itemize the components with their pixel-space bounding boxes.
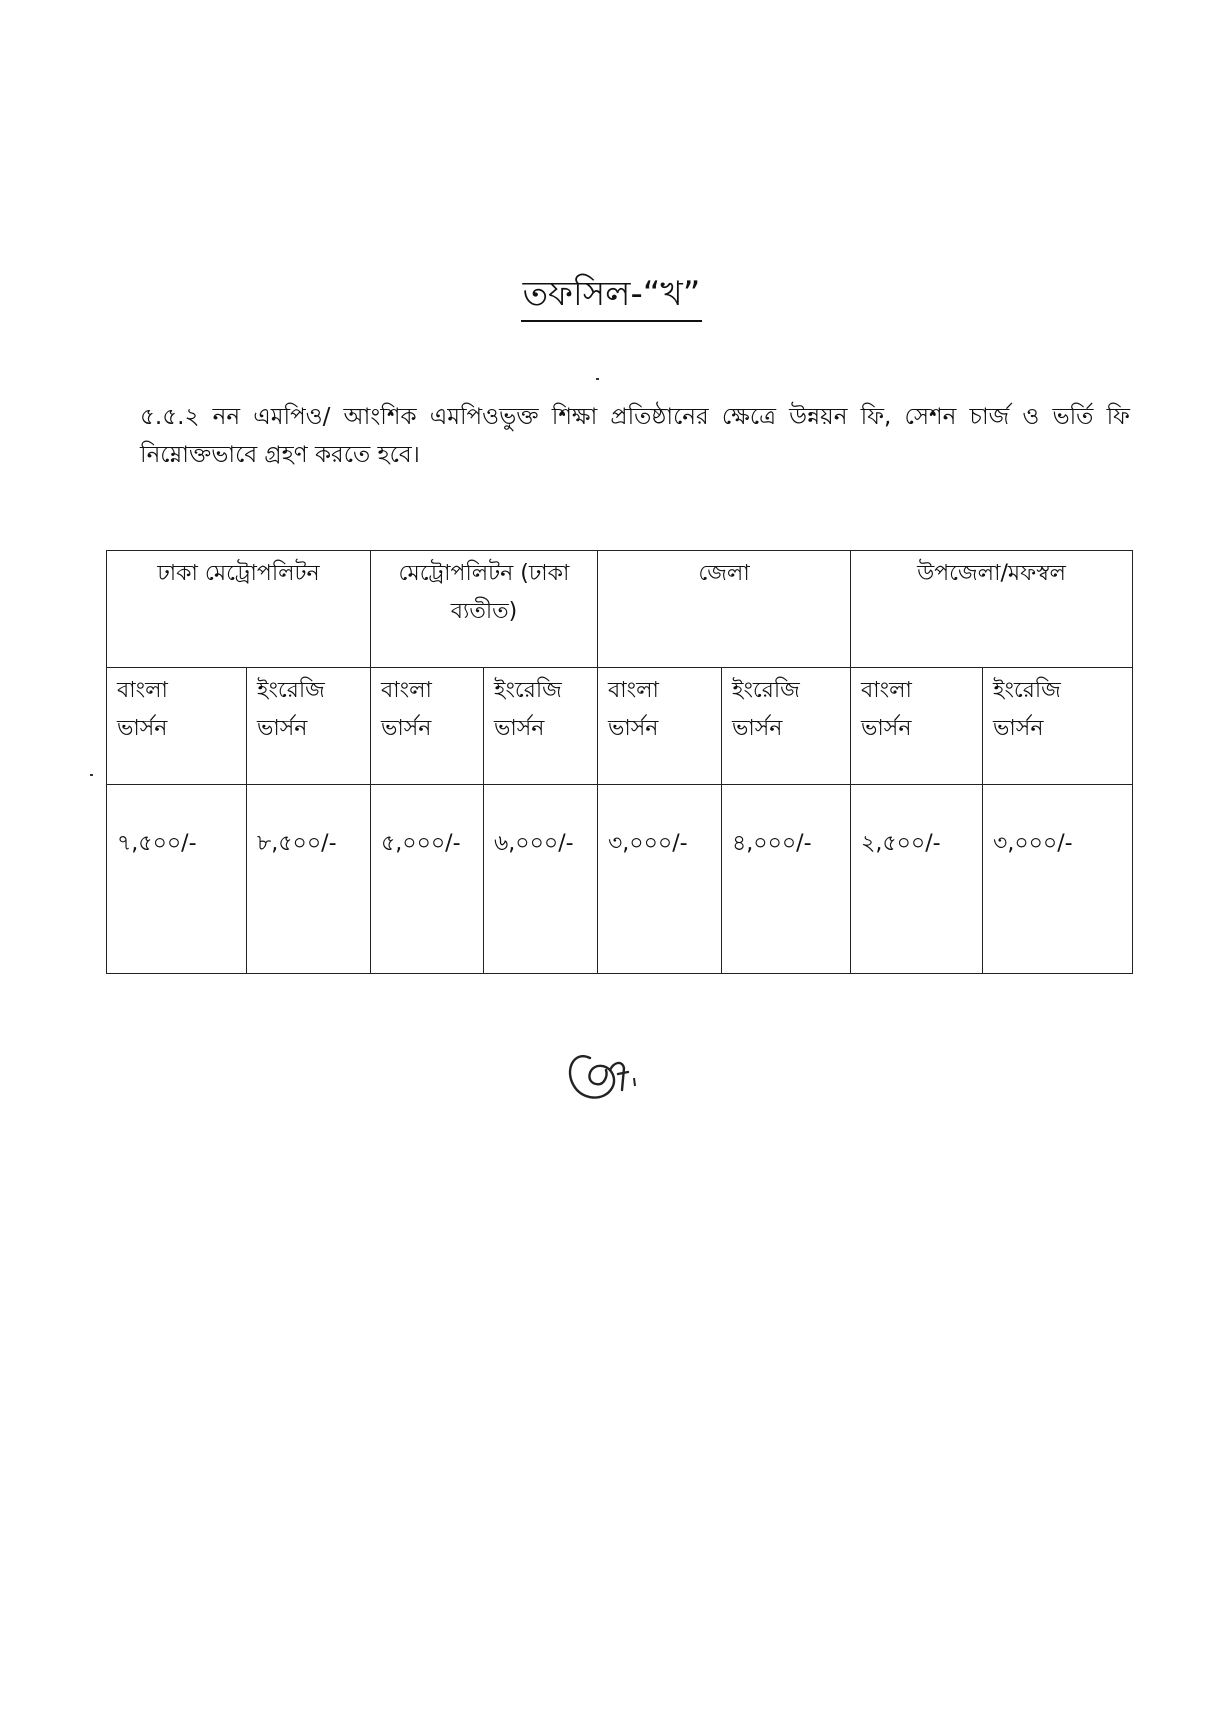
version-label-line1: বাংলা bbox=[381, 678, 432, 703]
version-header-row bbox=[107, 668, 1133, 785]
region-header-row bbox=[107, 551, 1133, 668]
fee-cell: ৮,৫০০/- bbox=[247, 785, 371, 974]
region-header-dhaka-metro: ঢাকা মেট্রোপলিটন bbox=[107, 551, 371, 668]
version-header-english bbox=[247, 668, 371, 785]
version-label-line2: ভার্সন bbox=[608, 716, 659, 741]
handwritten-signature-icon bbox=[560, 1040, 650, 1110]
fee-cell: ৭,৫০০/- bbox=[107, 785, 247, 974]
intro-paragraph: ৫.৫.২ নন এমপিও/ আংশিক এমপিওভুক্ত শিক্ষা প্রতিষ্ঠানের ক্ষেত্রে উন্নয়ন ফি, সেশন চার্জ ও ভর্তি ফি নিম্নোক্তভাবে গ্রহণ করতে হবে। bbox=[140, 404, 1130, 468]
scan-speck bbox=[596, 378, 599, 380]
region-header-upazila: উপজেলা/মফস্বল bbox=[851, 551, 1133, 668]
fee-cell: ৩,০০০/- bbox=[983, 785, 1133, 974]
fee-cell: ৫,০০০/- bbox=[371, 785, 484, 974]
version-label-line1: ইংরেজি bbox=[494, 678, 562, 703]
version-label-line1: ইংরেজি bbox=[732, 678, 800, 703]
version-header-bangla bbox=[107, 668, 247, 785]
version-label-line2: ভার্সন bbox=[993, 716, 1044, 741]
version-header-english bbox=[484, 668, 598, 785]
version-label-line1: ইংরেজি bbox=[993, 678, 1061, 703]
version-label-line2: ভার্সন bbox=[117, 716, 168, 741]
version-header-english bbox=[722, 668, 851, 785]
fee-cell: ৬,০০০/- bbox=[484, 785, 598, 974]
region-header-district: জেলা bbox=[598, 551, 851, 668]
version-label-line1: ইংরেজি bbox=[257, 678, 325, 703]
region-header-metro-excl-dhaka: মেট্রোপলিটন (ঢাকা ব্যতীত) bbox=[371, 551, 598, 668]
version-label-line2: ভার্সন bbox=[861, 716, 912, 741]
fee-cell: ২,৫০০/- bbox=[851, 785, 983, 974]
scan-speck bbox=[90, 774, 93, 776]
document-title bbox=[0, 272, 1223, 322]
version-header-bangla bbox=[371, 668, 484, 785]
version-label-line1: বাংলা bbox=[117, 678, 168, 703]
version-label-line2: ভার্সন bbox=[732, 716, 783, 741]
version-label-line2: ভার্সন bbox=[257, 716, 308, 741]
fee-value-row bbox=[107, 785, 1133, 974]
fee-cell: ৪,০০০/- bbox=[722, 785, 851, 974]
fee-cell: ৩,০০০/- bbox=[598, 785, 722, 974]
version-label-line2: ভার্সন bbox=[381, 716, 432, 741]
document-title-text: তফসিল-“খ” bbox=[521, 272, 703, 322]
version-label-line2: ভার্সন bbox=[494, 716, 545, 741]
version-header-bangla bbox=[851, 668, 983, 785]
version-header-bangla bbox=[598, 668, 722, 785]
version-header-english bbox=[983, 668, 1133, 785]
version-label-line1: বাংলা bbox=[608, 678, 659, 703]
version-label-line1: বাংলা bbox=[861, 678, 912, 703]
fee-table bbox=[106, 550, 1133, 974]
